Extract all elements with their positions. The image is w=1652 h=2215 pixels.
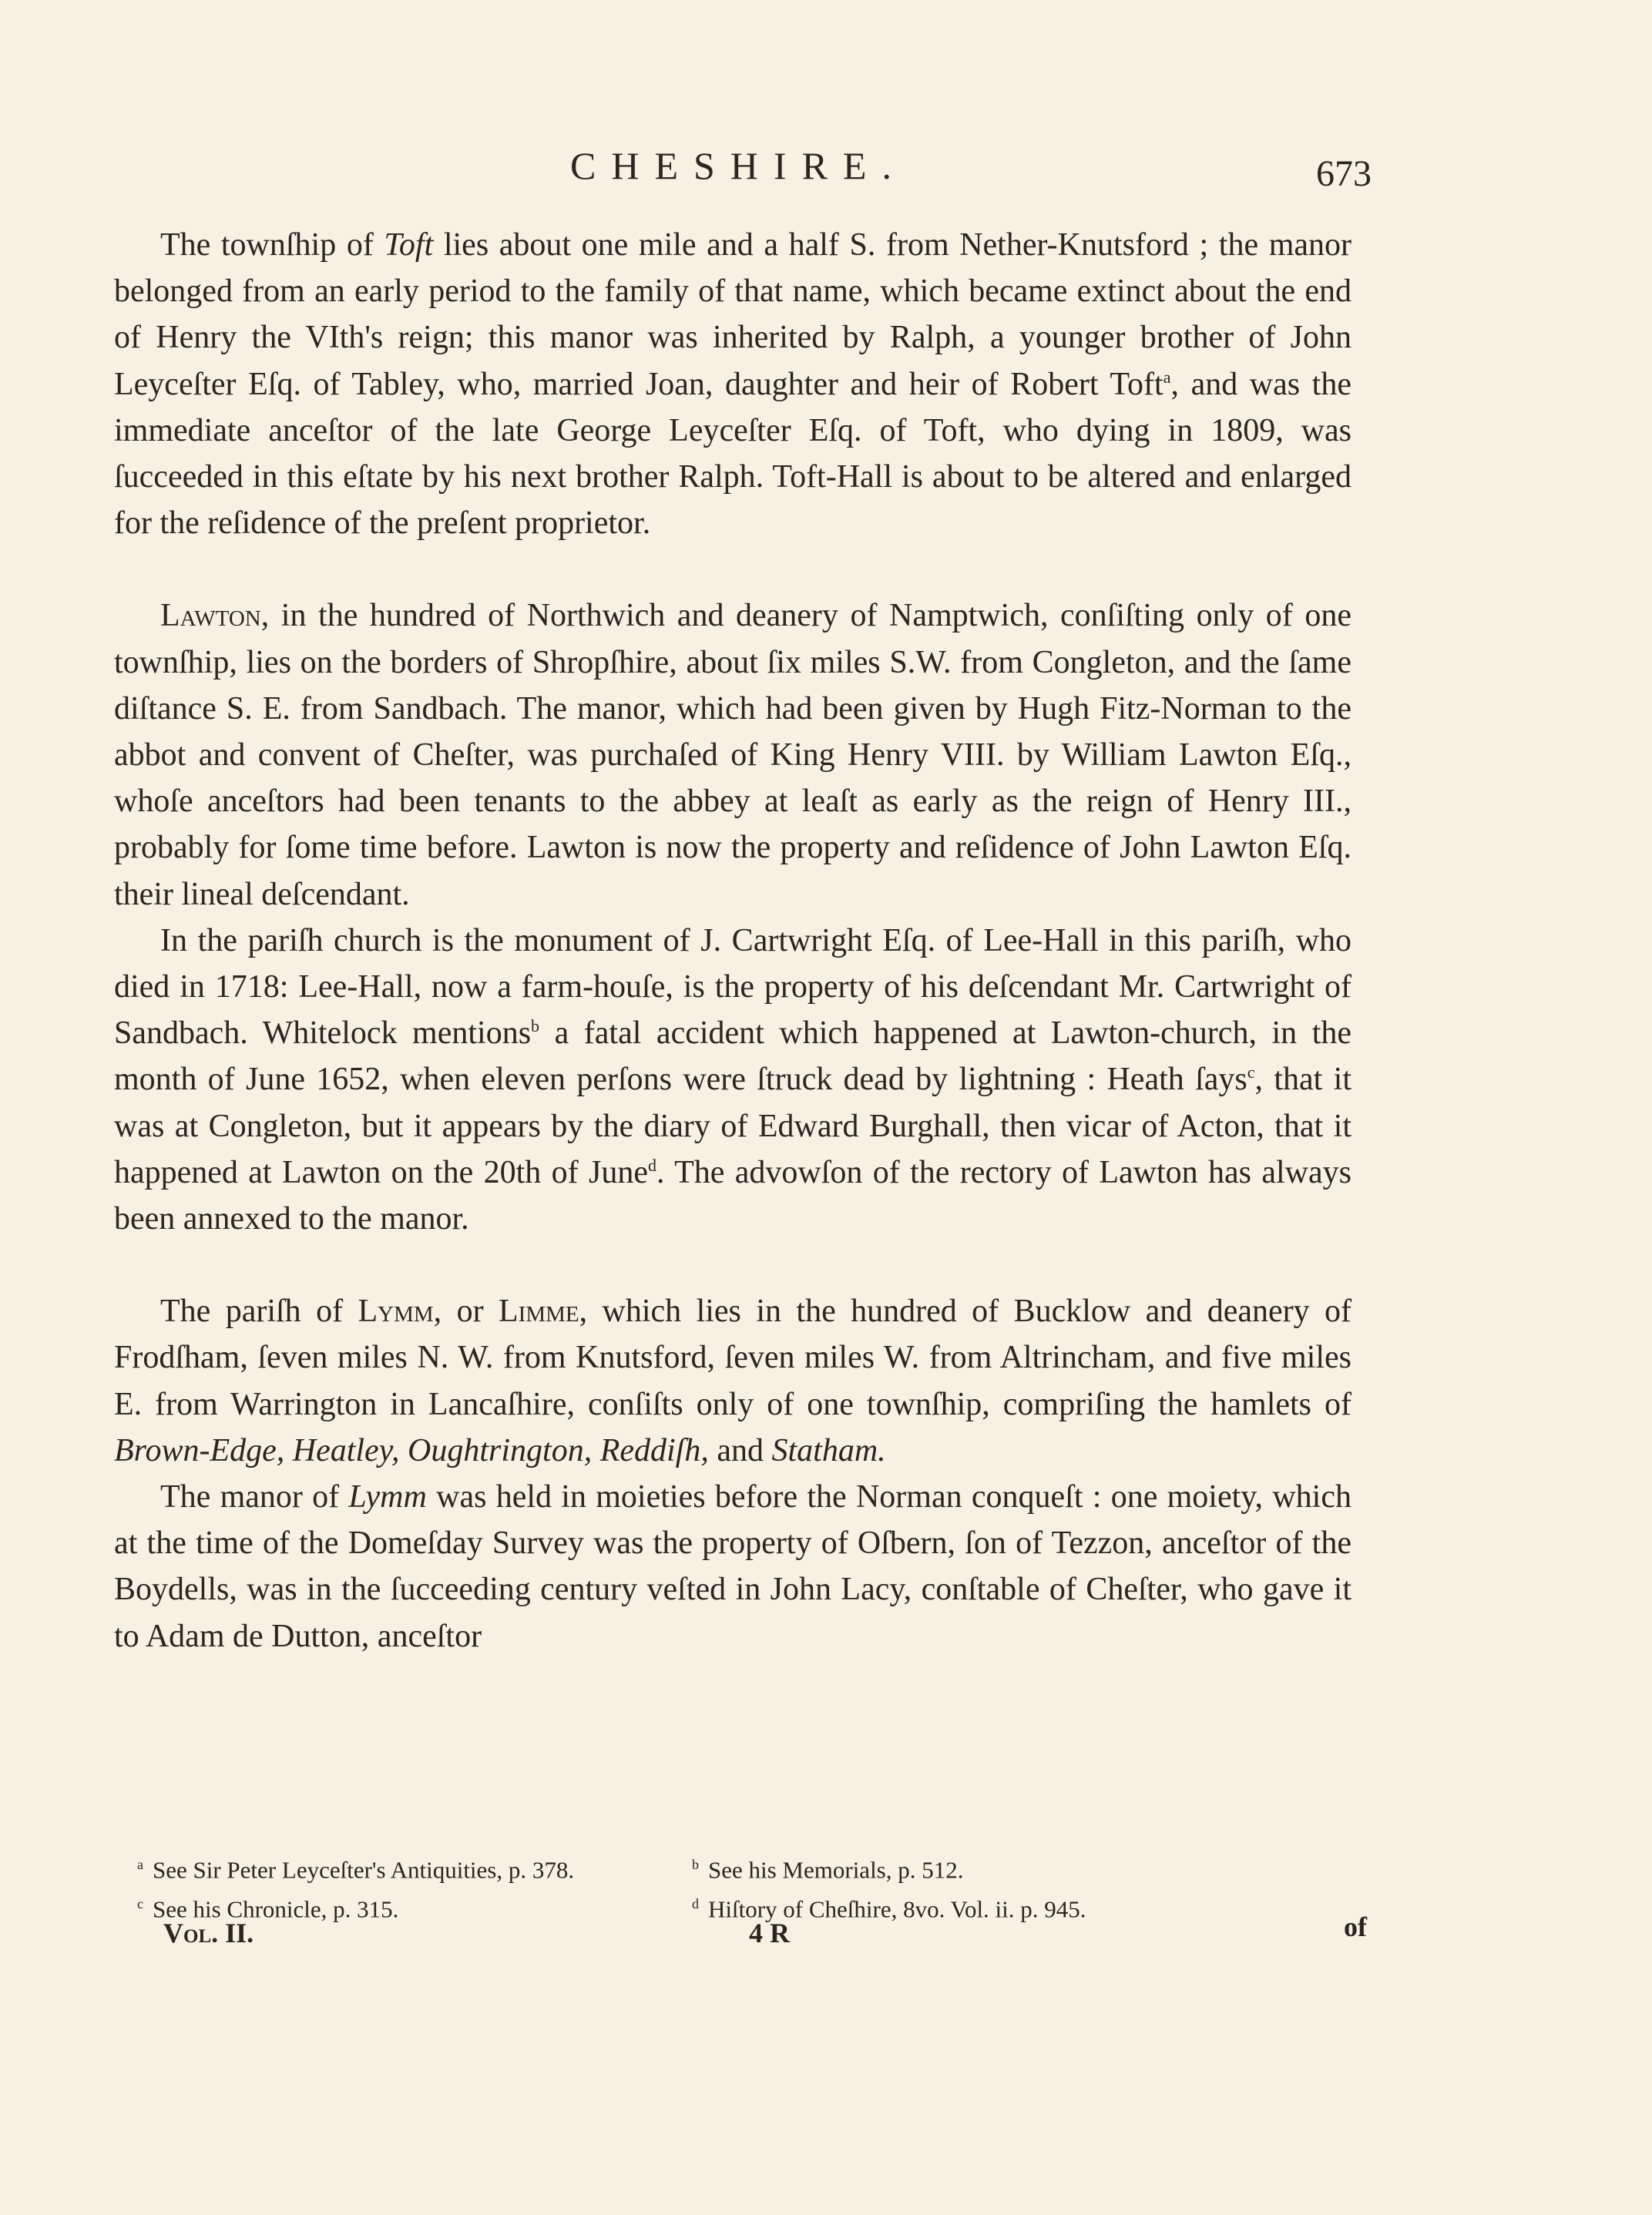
running-title: CHESHIRE. [570, 144, 907, 187]
place-name: Limme [499, 1294, 579, 1330]
page-header [0, 143, 1652, 197]
text-run: The townſhip of [160, 227, 384, 263]
text-run: , in the hundred of Northwich and deanery of Namptwich, conſiſting only of one townſhip, lies on the borders of Shropſhire, about ſix miles S.W. from Congleton, and the ſame diſtance S. E. from Sandbach. The manor, which had been given by Hugh Fitz-Norman to the abbot and convent of Cheſter, was purchaſed of King Henry VIII. by William Lawton Eſq., whoſe anceſtors had been tenants to the abbey at leaſt as early as the reign of Henry III., probably for ſome time before. Lawton is now the property and reſidence of John Lawton Eſq. their lineal deſcendant. [114, 598, 1351, 912]
paragraph [114, 592, 1351, 917]
text-run: , or [433, 1294, 499, 1330]
italic-text: Brown-Edge, Heatley, Oughtrington, Reddiſh, [114, 1432, 709, 1468]
body-text [114, 222, 1351, 1660]
footnote-mark: a [137, 1857, 143, 1872]
footnote-text: See Sir Peter Leyceſter's Antiquities, p. 378. [153, 1856, 575, 1884]
footnote-row [137, 1848, 1355, 1887]
text-run: , which lies in the hundred of Bucklow and deanery of Frodſham, ſeven miles N. W. from Knutsford, ſeven miles W. from Altrincham, and five miles E. from Warrington in Lancaſhire, conſiſts only of one townſhip, compriſing the hamlets of [114, 1294, 1351, 1422]
text-run: , that it was at Congleton, but it appears by the diary of Edward Burghall, then vicar of Acton, that it happened at Lawton on the 20th of June [114, 1062, 1351, 1190]
footnote-text: See his Chronicle, p. 315. [153, 1895, 399, 1923]
paragraph [114, 222, 1351, 546]
italic-text: Toft [384, 227, 434, 263]
footnote-mark: d [692, 1896, 699, 1912]
signature-mark: 4 R [749, 1918, 790, 1948]
footnote-reference: c [1247, 1062, 1255, 1082]
place-name: Lawton [160, 598, 261, 634]
footnote-mark: c [137, 1896, 143, 1912]
text-run: In the pariſh church is the monument of J. Cartwright Eſq. of Lee-Hall in this pariſh, who died in 1718: Lee-Hall, now a farm-houſe, is the property of his deſcendant Mr. Cartwright of Sandbach. Whitelock mentions [114, 922, 1351, 1052]
catchword: of [1344, 1911, 1367, 1942]
footnote-reference: a [1163, 367, 1171, 387]
footnote-text: Hiſtory of Cheſhire, 8vo. Vol. ii. p. 945. [708, 1895, 1086, 1923]
volume-label: Vol. II. [163, 1918, 254, 1948]
italic-text: Lymm [348, 1479, 427, 1515]
footnote-text: See his Memorials, p. 512. [708, 1856, 964, 1884]
footnote-reference: b [531, 1016, 540, 1036]
text-run: . The advowſon of the rectory of Lawton has always been annexed to the manor. [114, 1154, 1351, 1237]
page-footer [163, 1911, 1381, 1963]
footnotes [137, 1848, 1355, 1927]
text-run: The pariſh of [160, 1294, 358, 1330]
text-run: , and was the immediate anceſtor of the late George Leyceſter Eſq. of Toft, who dying in 1809, was ſucceeded in this eſtate by his next brother Ralph. Toft-Hall is about to be altered and enlarged for the reſidence of the preſent proprietor. [114, 366, 1351, 542]
footnote-b [692, 1848, 1355, 1887]
paragraph [114, 1474, 1351, 1660]
paragraph [114, 918, 1351, 1242]
text-run: The manor of [160, 1479, 349, 1515]
text-run: and [708, 1432, 772, 1468]
footnote-mark: b [692, 1857, 699, 1872]
text-run: was held in moieties before the Norman conqueſt : one moiety, which at the time of the Domeſday Survey was the property of Oſbern, ſon of Tezzon, anceſtor of the Boydells, was in the ſucceeding century veſted in John Lacy, conſtable of Cheſter, who gave it to Adam de Dutton, anceſtor [114, 1479, 1351, 1654]
paragraph [114, 1288, 1351, 1474]
page-number: 673 [1316, 153, 1372, 194]
italic-text: Statham. [771, 1432, 886, 1468]
footnote-a [137, 1848, 692, 1887]
text-run: a fatal accident which happened at Lawton-church, in the month of June 1652, when eleven perſons were ſtruck dead by lightning : Heath ſays [114, 1015, 1352, 1098]
footnote-reference: d [647, 1155, 656, 1175]
place-name: Lymm [358, 1294, 434, 1330]
text-run: lies about one mile and a half S. from Nether-Knutsford ; the manor belonged from an early period to the family of that name, which became extinct about the end of Henry the VIth's reign; this manor was inherited by Ralph, a younger brother of John Leyceſter Eſq. of Tabley, who, married Joan, daughter and heir of Robert Toft [114, 227, 1351, 402]
